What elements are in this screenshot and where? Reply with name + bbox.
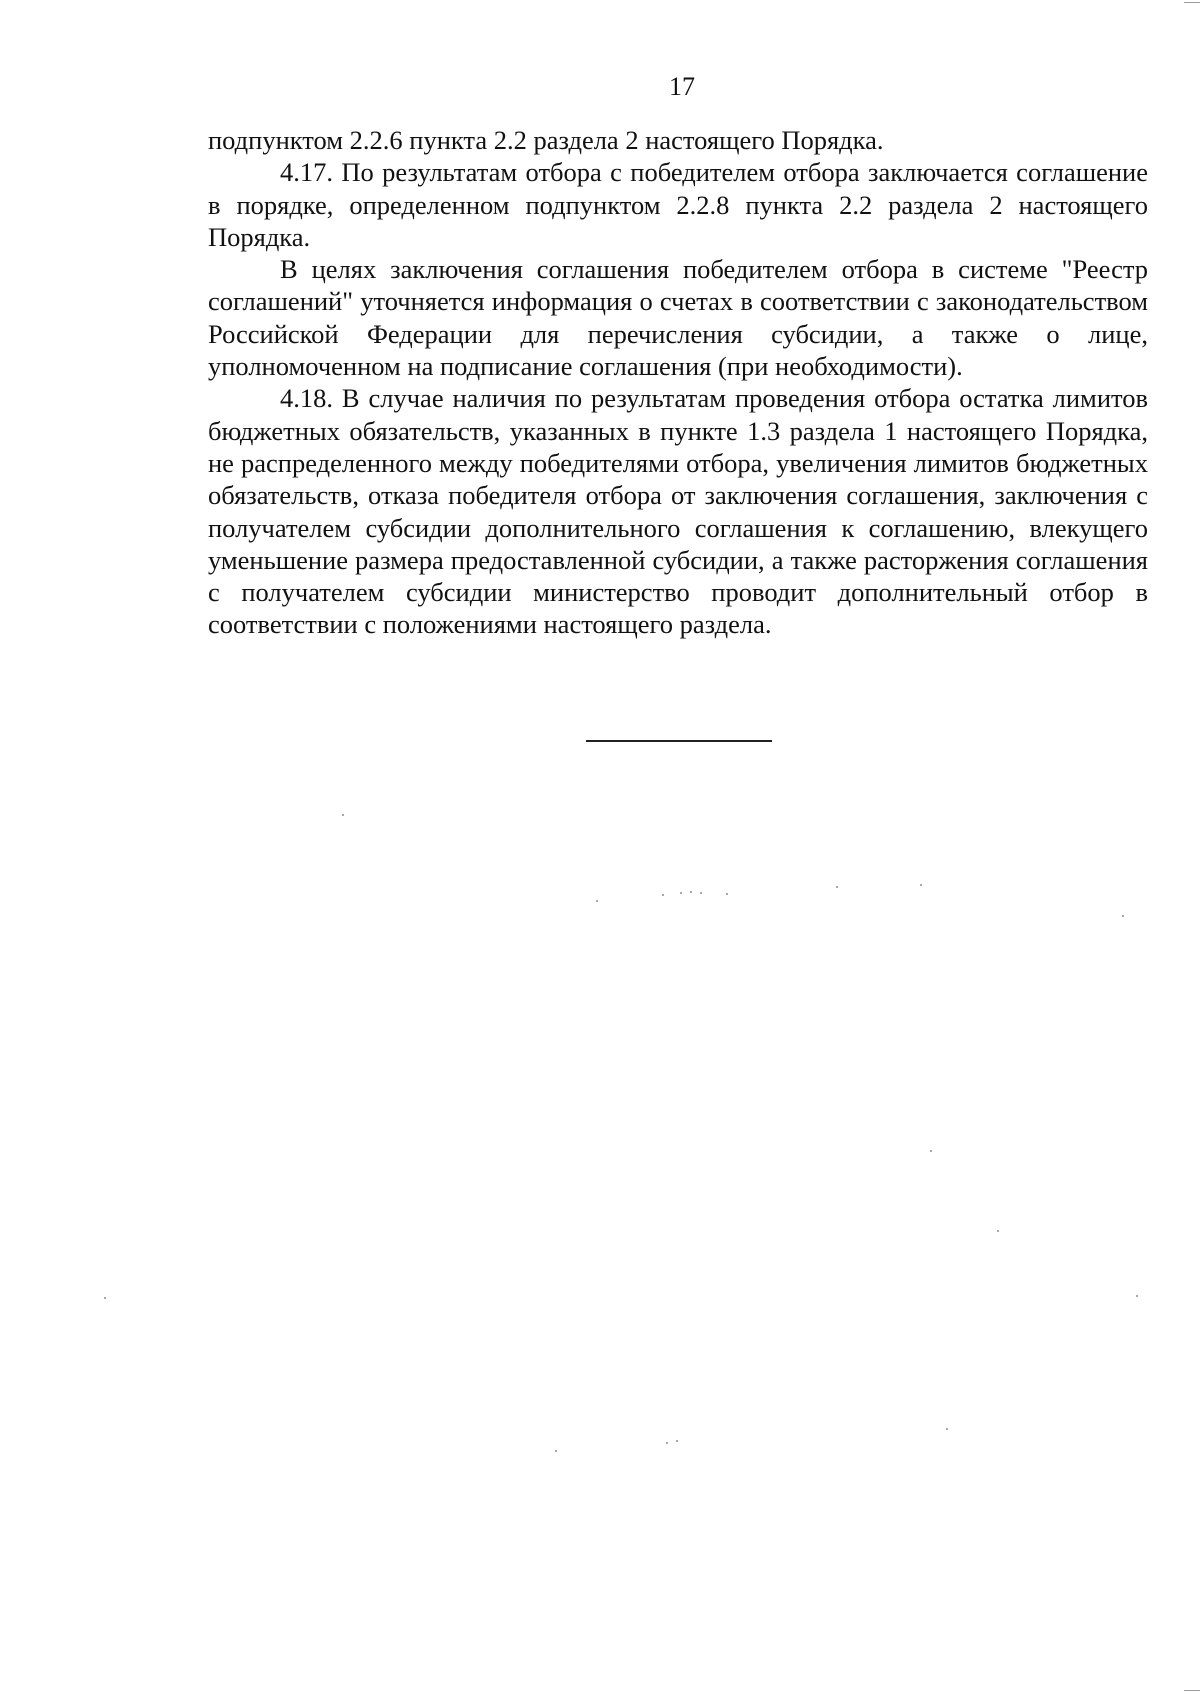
- paragraph-continuation: подпунктом 2.2.6 пункта 2.2 раздела 2 настоящего Порядка.: [208, 125, 884, 155]
- scan-speck: [836, 886, 838, 888]
- scan-edge-mark-top: [1184, 2, 1200, 3]
- scan-speck: [555, 1450, 557, 1452]
- scan-speck: [726, 893, 728, 895]
- scan-speck: [700, 892, 702, 894]
- scan-speck: [930, 1150, 932, 1152]
- paragraph-4-17: 4.17. По результатам отбора с победителем отбора заключается соглашение в порядке, определенном подпунктом 2.2.8 пункта 2.2 раздела 2 настоящего Порядка.: [208, 157, 1148, 252]
- paragraph-4-18: 4.18. В случае наличия по результатам проведения отбора остатка лимитов бюджетных обязательств, указанных в пункте 1.3 раздела 1 настоящего Порядка, не распределенного между победителями отбора, увеличения лимитов бюджетных обязательств, отказа победителя отбора от заключения соглашения, заключения с получателем субсидии дополнительного соглашения к соглашению, влекущего уменьшение размера предоставленной субсидии, а также расторжения соглашения с получателем субсидии министерство проводит дополнительный отбор в соответствии с положениями настоящего раздела.: [208, 383, 1148, 640]
- scan-speck: [997, 1230, 999, 1232]
- scan-speck: [946, 1428, 948, 1430]
- scan-speck: [1122, 915, 1124, 917]
- scan-speck: [690, 891, 692, 893]
- document-body: [208, 124, 1148, 641]
- scan-speck: [666, 1442, 668, 1444]
- scan-speck: [676, 1440, 678, 1442]
- end-of-section-rule: [586, 740, 772, 742]
- scan-speck: [104, 1297, 106, 1299]
- paragraph-registry: В целях заключения соглашения победителем отбора в системе "Реестр соглашений" уточняется информация о счетах в соответствии с законодательством Российской Федерации для перечисления субсидии, а также о лице, уполномоченном на подписание соглашения (при необходимости).: [208, 254, 1148, 382]
- scan-speck: [920, 884, 922, 886]
- scan-speck: [662, 894, 664, 896]
- scan-speck: [680, 892, 682, 894]
- scan-speck: [342, 814, 344, 816]
- scan-speck: [596, 900, 598, 902]
- scan-edge-mark-bottom: [1184, 1690, 1200, 1691]
- scan-speck: [1136, 1295, 1138, 1297]
- page-number: 17: [669, 72, 695, 101]
